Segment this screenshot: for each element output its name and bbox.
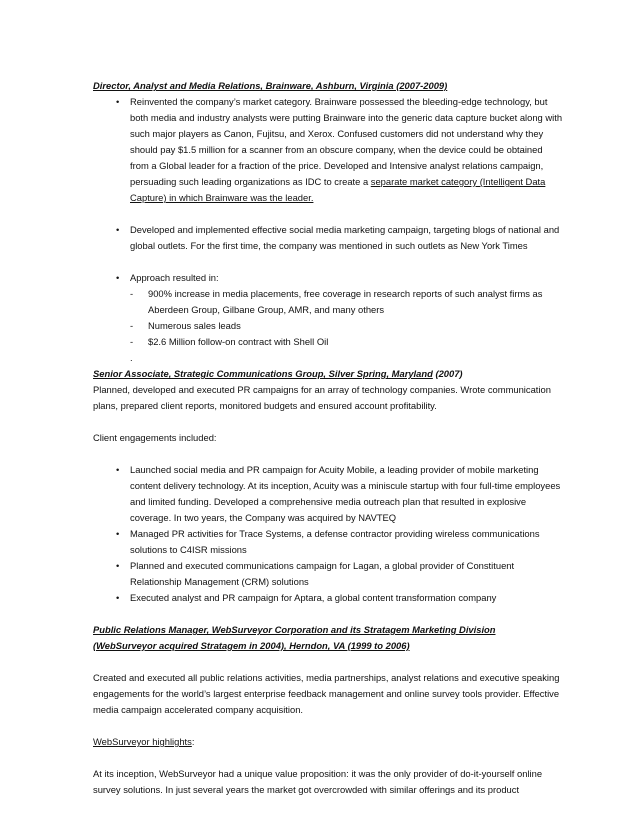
brainware-bullets bbox=[93, 94, 563, 206]
brainware-bullets-2 bbox=[93, 222, 563, 254]
list-item: • Executed analyst and PR campaign for Aptara, a global content transformation company bbox=[93, 590, 563, 606]
list-item: • Planned and executed communications campaign for Lagan, a global provider of Constituent Relationship Management (CRM) solutions bbox=[93, 558, 563, 590]
spacer bbox=[93, 446, 563, 462]
market-category-link[interactable]: separate market category (Intelligent Data Capture) in which Brainware was the leader. bbox=[130, 176, 546, 203]
result-item: - 900% increase in media placements, free coverage in research reports of such analyst firms as Aberdeen Group, Gilbane Group, AMR, and many others bbox=[93, 286, 563, 318]
job-heading-websurveyor: Public Relations Manager, WebSurveyor Corporation and its Stratagem Marketing Division bbox=[93, 624, 496, 635]
spacer bbox=[93, 254, 563, 270]
job-heading-sscg bbox=[93, 366, 563, 382]
list-item: • Managed PR activities for Trace Systems, a defense contractor providing wireless communications solutions to C4ISR missions bbox=[93, 526, 563, 558]
resume-page bbox=[93, 78, 563, 798]
sscg-intro: Planned, developed and executed PR campaigns for an array of technology companies. Wrote communication plans, prepared client reports, monitored budgets and ensured account profitability. bbox=[93, 384, 551, 411]
engagements-label: Client engagements included: bbox=[93, 432, 217, 443]
job-heading-brainware: Director, Analyst and Media Relations, Brainware, Ashburn, Virginia (2007-2009) bbox=[93, 80, 448, 91]
websurveyor-closing: At its inception, WebSurveyor had a unique value proposition: it was the only provider of do-it-yourself online survey solutions. In just several years the market got overcrowded with similar offerings and its product bbox=[93, 768, 543, 795]
job-heading-title: Senior Associate, Strategic Communications Group, Silver Spring, Maryland bbox=[93, 368, 433, 379]
spacer bbox=[93, 654, 563, 670]
job-heading-year: (2007) bbox=[432, 368, 463, 379]
spacer bbox=[93, 414, 563, 430]
highlights-link[interactable]: WebSurveyor highlights bbox=[93, 736, 192, 747]
brainware-bullets-3 bbox=[93, 270, 563, 286]
results-list bbox=[93, 286, 563, 350]
job-heading-websurveyor-2: (WebSurveyor acquired Stratagem in 2004), Herndon, VA (1999 to 2006) bbox=[93, 640, 410, 651]
trailing-dot: . bbox=[130, 352, 133, 363]
bullet-text: Reinvented the company’s market category. Brainware possessed the bleeding-edge technology, but both media and industry analysts were putting Brainware into the generic data capture bucket along with such major players as Canon, Fujitsu, and Xerox. Confused customers did not understand why they should pay $1.5 million for a scanner from an obscure company, when the device could be obtained from a Global leader for a fraction of the price. Developed and Intensive analyst relations campaign, persuading such leading organizations as IDC to create a bbox=[130, 96, 563, 187]
result-item: - $2.6 Million follow-on contract with Shell Oil bbox=[93, 334, 563, 350]
engagement-list bbox=[93, 462, 563, 606]
spacer bbox=[93, 750, 563, 766]
highlights-label bbox=[93, 734, 563, 750]
result-item: - Numerous sales leads bbox=[93, 318, 563, 334]
spacer bbox=[93, 206, 563, 222]
list-item: • Developed and implemented effective social media marketing campaign, targeting blogs of national and global outlets. For the first time, the company was mentioned in such outlets as New York Times bbox=[93, 222, 563, 254]
list-item: • Approach resulted in: bbox=[93, 270, 563, 286]
list-item bbox=[93, 94, 563, 206]
list-item: • Launched social media and PR campaign for Acuity Mobile, a leading provider of mobile marketing content delivery technology. At its inception, Acuity was a miniscule startup with four full-time employees and limited funding. Developed a comprehensive media outreach plan that resulted in explosive coverage. In two years, the Company was acquired by NAVTEQ bbox=[93, 462, 563, 526]
websurveyor-intro: Created and executed all public relations activities, media partnerships, analyst relations and executive speaking engagements for the world’s largest enterprise feedback management and online survey tools provider. Effective media campaign accelerated company acquisition. bbox=[93, 672, 560, 715]
spacer bbox=[93, 718, 563, 734]
highlights-colon: : bbox=[191, 736, 195, 747]
spacer bbox=[93, 606, 563, 622]
